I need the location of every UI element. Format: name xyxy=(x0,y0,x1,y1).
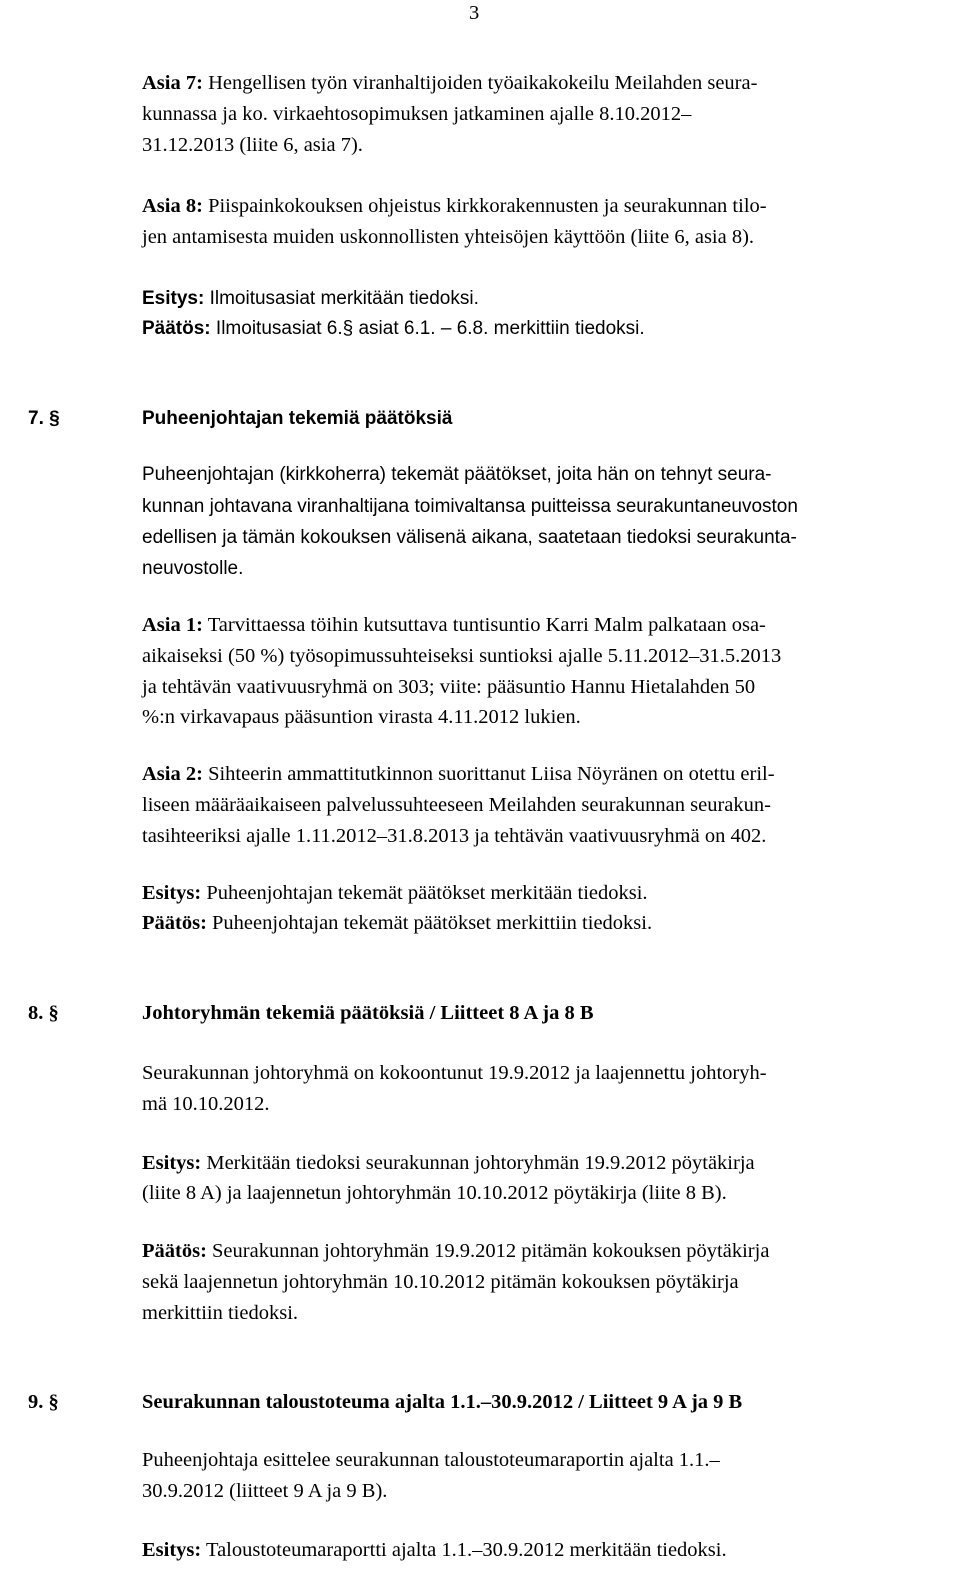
esitys-label: Esitys: xyxy=(142,1152,202,1174)
asia-1-label: Asia 1: xyxy=(142,614,203,636)
asia-1-text: %:n virkavapaus pääsuntion virasta 4.11.2012 lukien. xyxy=(142,706,581,728)
section-7-intro: Puheenjohtajan (kirkkoherra) tekemät päätökset, joita hän on tehnyt seura- xyxy=(142,464,772,485)
section-7-intro: neuvostolle. xyxy=(142,558,244,579)
paatos-label: Päätös: xyxy=(142,912,207,934)
section-9-intro: 30.9.2012 (liitteet 9 A ja 9 B). xyxy=(142,1480,388,1502)
section-8-number: 8. § xyxy=(28,1002,59,1024)
asia-8-label: Asia 8: xyxy=(142,195,203,217)
section-9-intro: Puheenjohtaja esittelee seurakunnan taloustoteumaraportin ajalta 1.1.– xyxy=(142,1449,720,1471)
esitys-text: Puheenjohtajan tekemät päätökset merkitään tiedoksi. xyxy=(201,882,648,904)
asia-7-text: 31.12.2013 (liite 6, asia 7). xyxy=(142,134,363,156)
asia-7-label: Asia 7: xyxy=(142,72,203,94)
asia-1-text: Tarvittaessa töihin kutsuttava tuntisuntio Karri Malm palkataan osa- xyxy=(202,614,766,636)
section-7-intro: edellisen ja tämän kokouksen välisenä aikana, saatetaan tiedoksi seurakunta- xyxy=(142,527,797,548)
asia-1-text: ja tehtävän vaativuusryhmä on 303; viite: pääsuntio Hannu Hietalahden 50 xyxy=(142,676,756,698)
asia-8-text: jen antamisesta muiden uskonnollisten yhteisöjen käyttöön (liite 6, asia 8). xyxy=(142,226,755,248)
asia-2-text: Sihteerin ammattitutkinnon suorittanut Liisa Nöyränen on otettu eril- xyxy=(202,763,775,785)
asia-2-text: tasihteeriksi ajalle 1.11.2012–31.8.2013 ja tehtävän vaativuusryhmä on 402. xyxy=(142,825,767,847)
esitys-text: Merkitään tiedoksi seurakunnan johtoryhmän 19.9.2012 pöytäkirja xyxy=(201,1152,755,1174)
esitys-text: (liite 8 A) ja laajennetun johtoryhmän 10.10.2012 pöytäkirja (liite 8 B). xyxy=(142,1182,727,1204)
asia-2-text: liseen määräaikaiseen palvelussuhteeseen Meilahden seurakunnan seurakun- xyxy=(142,794,771,816)
section-8-intro: mä 10.10.2012. xyxy=(142,1093,270,1115)
section-8-intro: Seurakunnan johtoryhmä on kokoontunut 19.9.2012 ja laajennettu johtoryh- xyxy=(142,1062,767,1084)
paatos-text: sekä laajennetun johtoryhmän 10.10.2012 pitämän kokouksen pöytäkirja xyxy=(142,1271,739,1293)
asia-7-text: Hengellisen työn viranhaltijoiden työaikakokeilu Meilahden seura- xyxy=(202,72,758,94)
paatos-text: merkittiin tiedoksi. xyxy=(142,1302,299,1324)
asia-2-label: Asia 2: xyxy=(142,763,203,785)
esitys-label: Esitys: xyxy=(142,288,205,309)
paatos-text: Puheenjohtajan tekemät päätökset merkittiin tiedoksi. xyxy=(206,912,653,934)
esitys-label: Esitys: xyxy=(142,882,202,904)
paatos-label: Päätös: xyxy=(142,1240,207,1262)
asia-8-text: Piispainkokouksen ohjeistus kirkkorakennusten ja seurakunnan tilo- xyxy=(202,195,767,217)
section-7-intro: kunnan johtavana viranhaltijana toimivaltansa puitteissa seurakuntaneuvoston xyxy=(142,496,798,517)
paatos-label: Päätös: xyxy=(142,318,211,339)
asia-7-text: kunnassa ja ko. virkaehtosopimuksen jatkaminen ajalle 8.10.2012– xyxy=(142,103,692,125)
paatos-text: Seurakunnan johtoryhmän 19.9.2012 pitämän kokouksen pöytäkirja xyxy=(206,1240,770,1262)
section-9-title: Seurakunnan taloustoteuma ajalta 1.1.–30.9.2012 / Liitteet 9 A ja 9 B xyxy=(142,1391,743,1413)
esitys-text: Ilmoitusasiat merkitään tiedoksi. xyxy=(204,288,479,309)
section-9-number: 9. § xyxy=(28,1391,59,1413)
esitys-text: Taloustoteumaraportti ajalta 1.1.–30.9.2012 merkitään tiedoksi. xyxy=(201,1539,727,1561)
section-7-title: Puheenjohtajan tekemiä päätöksiä xyxy=(142,408,453,429)
asia-1-text: aikaiseksi (50 %) työsopimussuhteiseksi suntioksi ajalle 5.11.2012–31.5.2013 xyxy=(142,645,782,667)
section-8-title: Johtoryhmän tekemiä päätöksiä / Liitteet 8 A ja 8 B xyxy=(142,1002,594,1024)
section-7-number: 7. § xyxy=(28,408,60,429)
page-number: 3 xyxy=(469,2,480,24)
esitys-label: Esitys: xyxy=(142,1539,202,1561)
paatos-text: Ilmoitusasiat 6.§ asiat 6.1. – 6.8. merkittiin tiedoksi. xyxy=(210,318,645,339)
